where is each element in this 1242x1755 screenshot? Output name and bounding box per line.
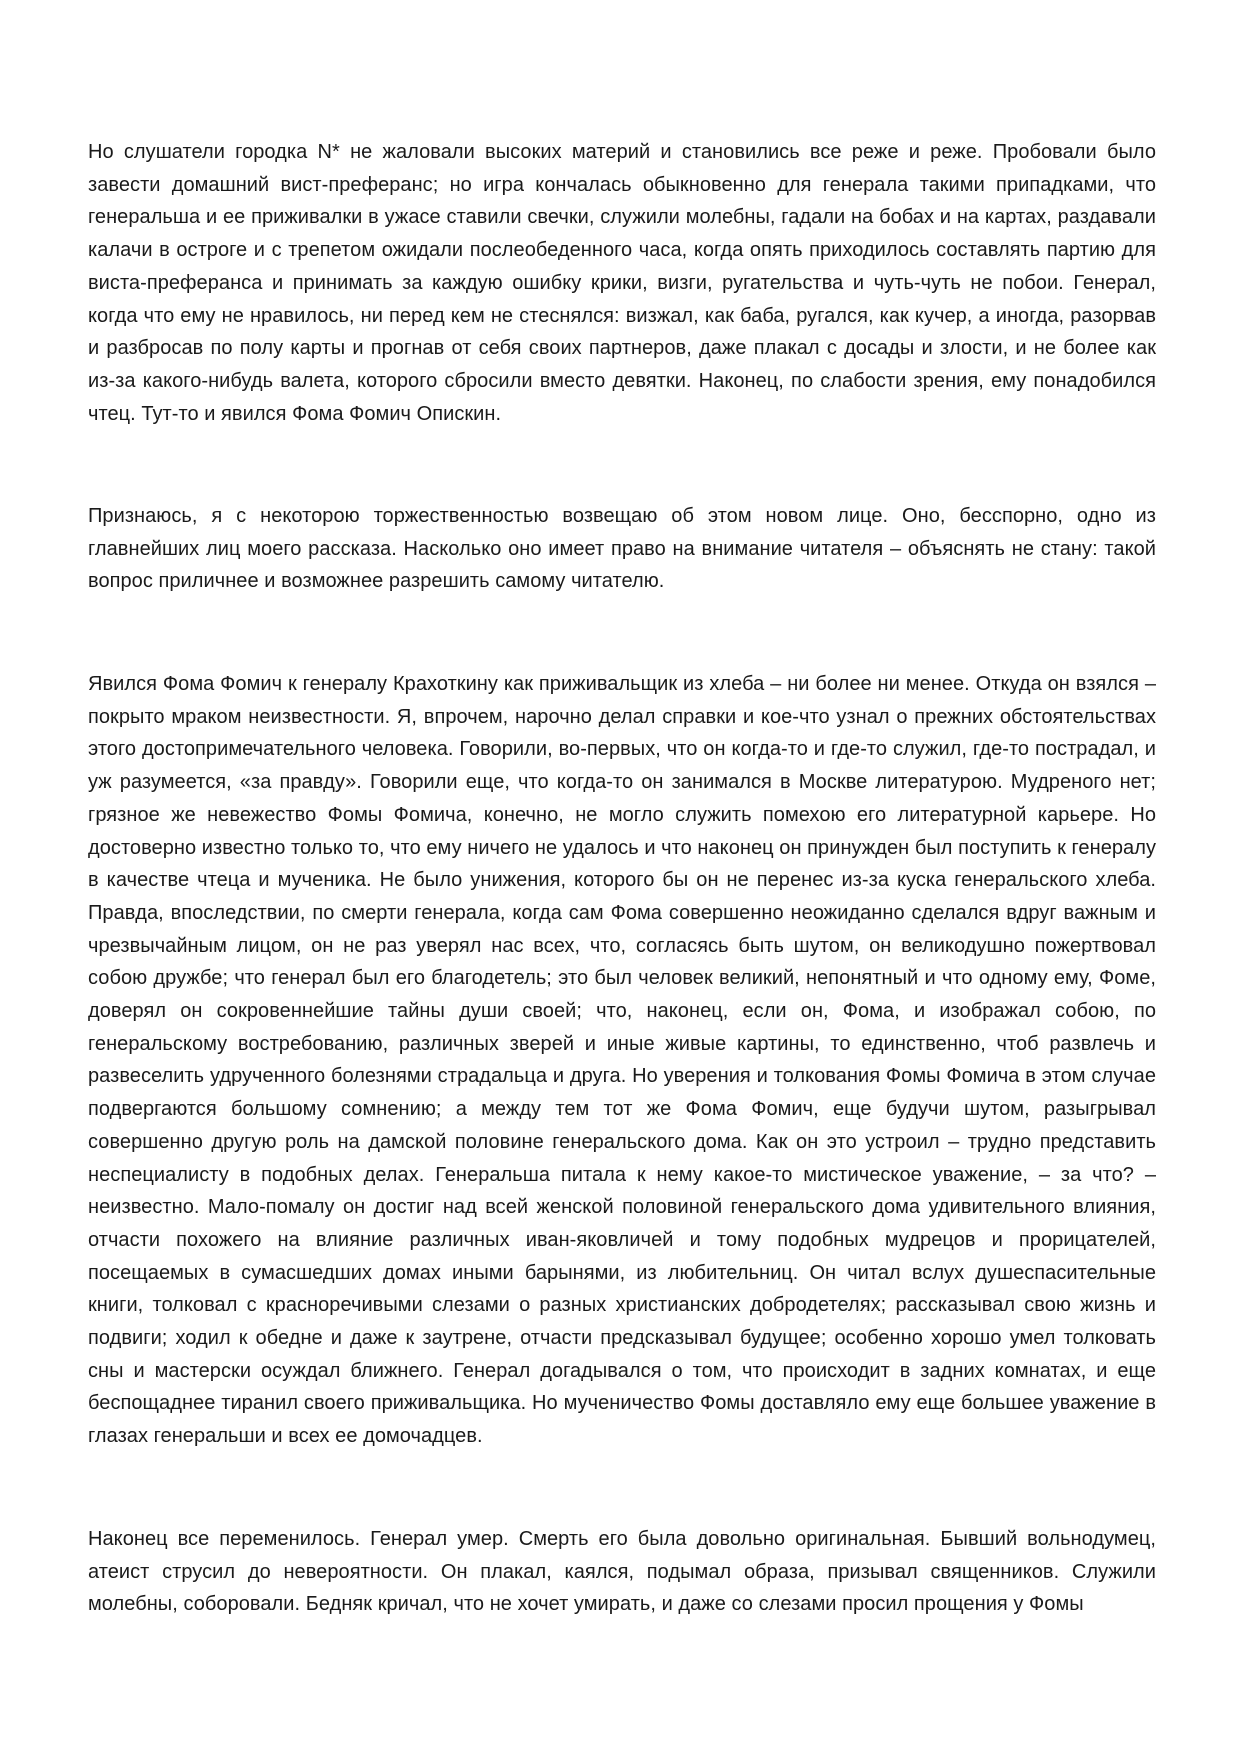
paragraph-4: Наконец все переменилось. Генерал умер. Смерть его была довольно оригинальная. Бывший вольнодумец, атеист струсил до невероятности. Он плакал, каялся, подымал образа, призывал священников. Служили молебны, соборовали. Бедняк кричал, что не хочет умирать, и даже со слезами просил прощения у Фомы: [88, 1528, 1156, 1616]
paragraph-3: Явился Фома Фомич к генералу Крахоткину как приживальщик из хлеба – ни более ни менее. Откуда он взялся – покрыто мраком неизвестности. Я, впрочем, нарочно делал справки и кое-что узнал о прежних обстоятельствах этого достопримечательного человека. Говорили, во-первых, что он когда-то и где-то служил, где-то пострадал, и уж разумеется, «за правду». Говорили еще, что когда-то он занимался в Москве литературою. Мудреного нет; грязное же невежество Фомы Фомича, конечно, не могло служить помехою его литературной карьере. Но достоверно известно только то, что ему ничего не удалось и что наконец он принужден был поступить к генералу в качестве чтеца и мученика. Не было унижения, которого бы он не перенес из-за куска генеральского хлеба. Правда, впоследствии, по смерти генерала, когда сам Фома совершенно неожиданно сделался вдруг важным и чрезвычайным лицом, он не раз уверял нас всех, что, согласясь быть шутом, он великодушно пожертвовал собою дружбе; что генерал был его благодетель; это был человек великий, непонятный и что одному ему, Фоме, доверял он сокровеннейшие тайны души своей; что, наконец, если он, Фома, и изображал собою, по генеральскому востребованию, различных зверей и иные живые картины, то единственно, чтоб развлечь и развеселить удрученного болезнями страдальца и друга. Но уверения и толкования Фомы Фомича в этом случае подвергаются большому сомнению; а между тем тот же Фома Фомич, еще будучи шутом, разыгрывал совершенно другую роль на дамской половине генеральского дома. Как он это устроил – трудно представить неспециалисту в подобных делах. Генеральша питала к нему какое-то мистическое уважение, – за что? – неизвестно. Мало-помалу он достиг над всей женской половиной генеральского дома удивительного влияния, отчасти похожего на влияние различных иван-яковличей и тому подобных мудрецов и прорицателей, посещаемых в сумасшедших домах иными барынями, из любительниц. Он читал вслух душеспасительные книги, толковал с красноречивыми слезами о разных христианских добродетелях; рассказывал свою жизнь и подвиги; ходил к обедне и даже к заутрене, отчасти предсказывал будущее; особенно хорошо умел толковать сны и мастерски осуждал ближнего. Генерал догадывался о том, что происходит в задних комнатах, и еще беспощаднее тиранил своего приживальщика. Но мученичество Фомы доставляло ему еще большее уважение в глазах генеральши и всех ее домочадцев.: [88, 673, 1156, 1448]
paragraph-1: Но слушатели городка N* не жаловали высоких материй и становились все реже и реже. Пробовали было завести домашний вист-преферанс; но игра кончалась обыкновенно для генерала такими припадками, что генеральша и ее приживалки в ужасе ставили свечки, служили молебны, гадали на бобах и на картах, раздавали калачи в остроге и с трепетом ожидали послеобеденного часа, когда опять приходилось составлять партию для виста-преферанса и принимать за каждую ошибку крики, визги, ругательства и чуть-чуть не побои. Генерал, когда что ему не нравилось, ни перед кем не стеснялся: визжал, как баба, ругался, как кучер, а иногда, разорвав и разбросав по полу карты и прогнав от себя своих партнеров, даже плакал с досады и злости, и не более как из-за какого-нибудь валета, которого сбросили вместо девятки. Наконец, по слабости зрения, ему понадобился чтец. Тут-то и явился Фома Фомич Опискин.: [88, 141, 1156, 425]
paragraph-2: Признаюсь, я с некоторою торжественностью возвещаю об этом новом лице. Оно, бесспорно, одно из главнейших лиц моего рассказа. Насколько оно имеет право на внимание читателя – объяснять не стану: такой вопрос приличнее и возможнее разрешить самому читателю.: [88, 505, 1156, 593]
document-page: [88, 0, 1156, 1755]
